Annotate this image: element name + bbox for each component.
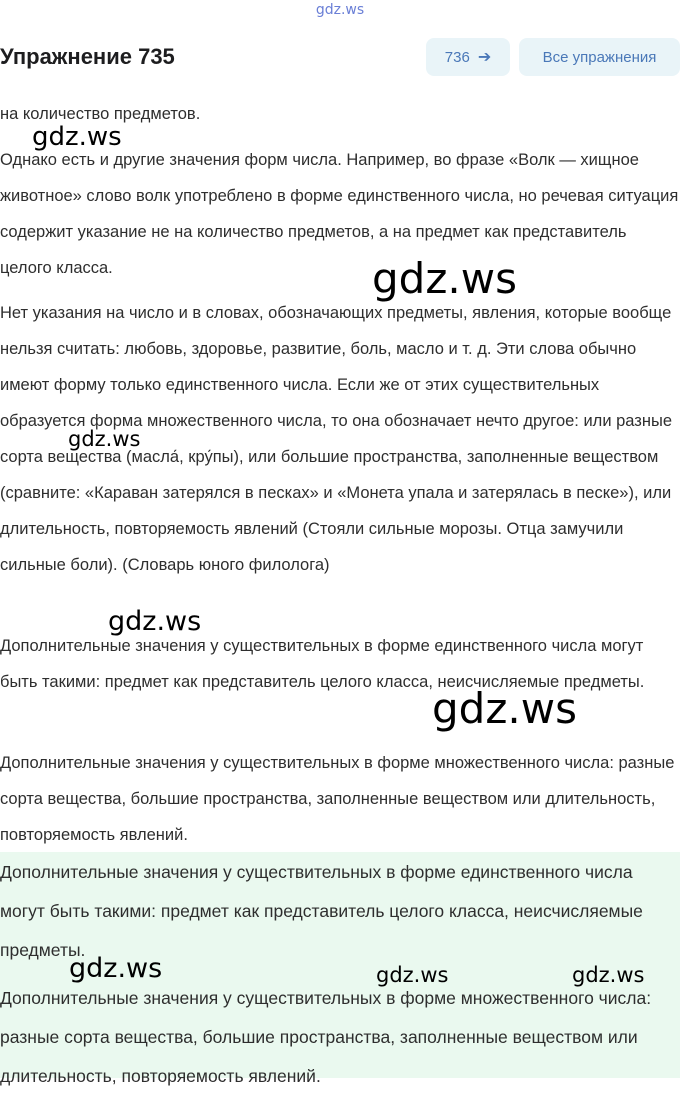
arrow-right-icon: ➔ <box>477 49 492 66</box>
watermark: gdz.ws <box>68 427 141 451</box>
paragraph: Однако есть и другие значения форм числа. Например, во фразе «Волк — хищное животное» слово волк употреблено в форме единственного числа, но речевая ситуация содержит указание не на количество предметов, а на предмет как представитель целого класса. <box>0 151 679 277</box>
answer-paragraph: Дополнительные значения у существительных в форме множественного числа: разные сорта вещества, большие пространства, заполненные веществом или длительность, повторяемость явлений. <box>0 988 652 1086</box>
watermark: gdz.ws <box>69 953 163 984</box>
paragraph: на количество предметов. <box>0 105 201 123</box>
watermark: gdz.ws <box>32 122 122 152</box>
watermark: gdz.ws <box>108 606 202 637</box>
paragraph: Дополнительные значения у существительных в форме единственного числа могут быть такими: предмет как представитель целого класса, неисчисляемые предметы. <box>0 637 645 691</box>
exercise-header <box>0 38 680 78</box>
next-exercise-button[interactable] <box>426 38 510 76</box>
watermark: gdz.ws <box>432 684 577 733</box>
paragraph: Дополнительные значения у существительных в форме множественного числа: разные сорта вещества, большие пространства, заполненные веществом или длительность, повторяемость явлений. <box>0 754 675 844</box>
answer-paragraph: Дополнительные значения у существительных в форме единственного числа могут быть такими: предмет как представитель целого класса, неисчисляемые предметы. <box>0 862 643 960</box>
paragraph: Нет указания на число и в словах, обозначающих предметы, явления, которые вообще нельзя считать: любовь, здоровье, развитие, боль, масло и т. д. Эти слова обычно имеют форму только единственного числа. Если же от этих существительных образуется форма множественного числа, то она обозначает нечто другое: или разные сорта вещества (масла́, кру́пы), или большие пространства, заполненные веществом (сравните: «Караван затерялся в песках» и «Монета упала и затерялась в песке»), или длительность, повторяемость явлений (Стояли сильные морозы. Отца замучили сильные боли). (Словарь юного филолога) <box>0 304 672 574</box>
next-exercise-label: 736 <box>444 48 470 66</box>
watermark: gdz.ws <box>376 963 449 987</box>
watermark: gdz.ws <box>372 254 517 303</box>
watermark: gdz.ws <box>572 963 645 987</box>
all-exercises-button[interactable]: Все упражнения <box>519 38 680 76</box>
top-watermark: gdz.ws <box>315 2 365 18</box>
page-title: Упражнение 735 <box>0 44 175 69</box>
